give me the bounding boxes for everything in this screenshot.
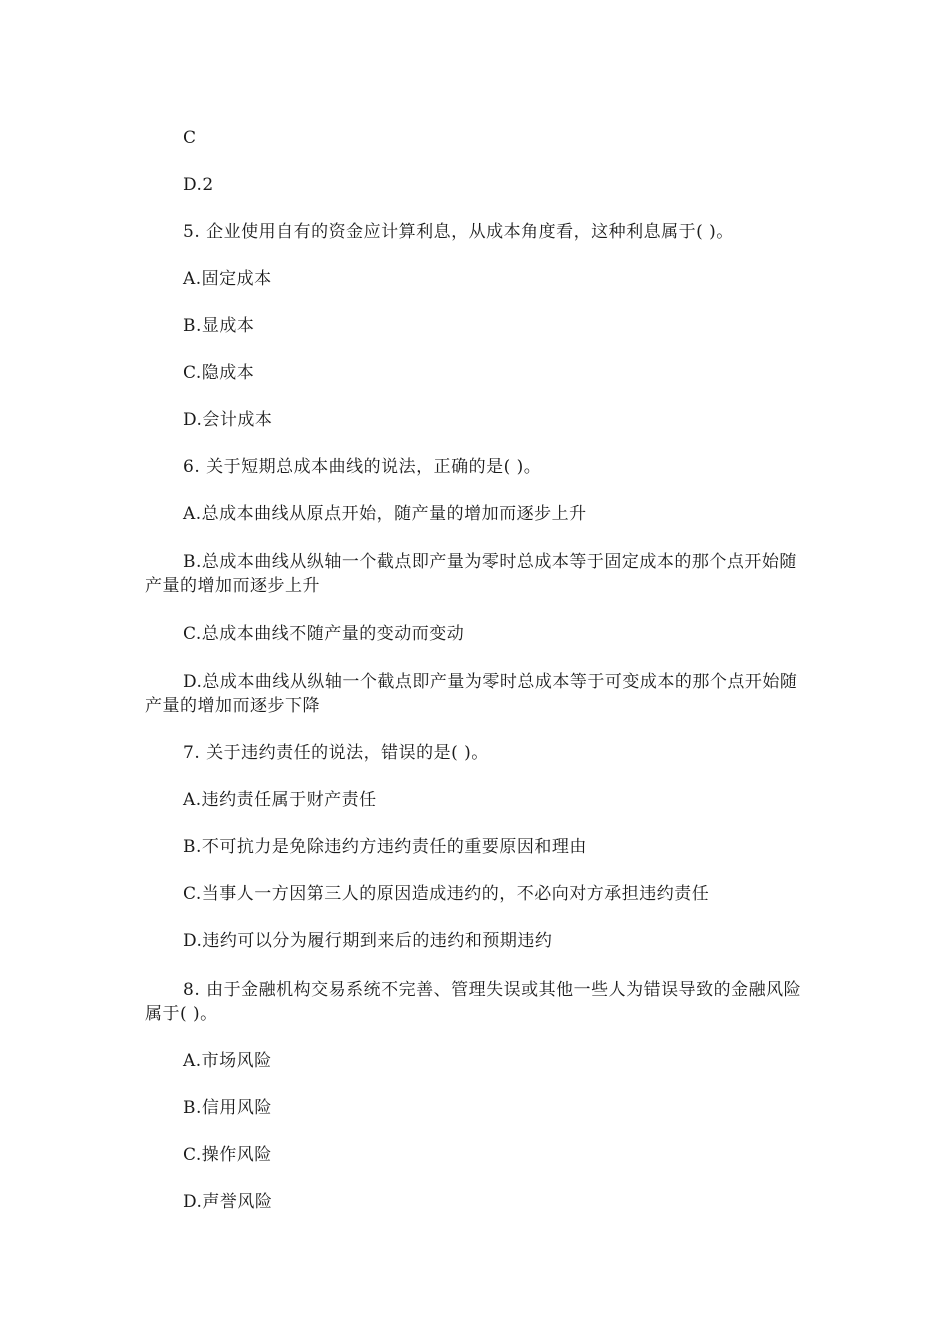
q7-option-b: B.不可抗力是免除违约方违约责任的重要原因和理由	[183, 837, 587, 857]
q8-option-a: A.市场风险	[183, 1051, 272, 1071]
q5-option-b: B.显成本	[183, 316, 255, 336]
q5-option-d: D.会计成本	[183, 410, 273, 430]
q4-option-c: C	[183, 128, 197, 148]
q8-stem: 8. 由于金融机构交易系统不完善、管理失误或其他一些人为错误导致的金融风险属于( )。	[145, 980, 802, 1024]
q8-option-b: B.信用风险	[183, 1098, 272, 1118]
q5-option-c: C.隐成本	[183, 363, 255, 383]
q7-option-c: C.当事人一方因第三人的原因造成违约的，不必向对方承担违约责任	[183, 884, 710, 904]
q4-option-d: D.2	[183, 175, 214, 195]
q5-stem: 5. 企业使用自有的资金应计算利息，从成本角度看，这种利息属于( )。	[183, 222, 734, 242]
q6-option-b: B.总成本曲线从纵轴一个截点即产量为零时总成本等于固定成本的那个点开始随产量的增加而逐步上升	[145, 552, 797, 596]
q5-option-a: A.固定成本	[183, 269, 272, 289]
q7-option-d: D.违约可以分为履行期到来后的违约和预期违约	[183, 931, 553, 951]
q6-option-c: C.总成本曲线不随产量的变动而变动	[183, 624, 465, 644]
q8-option-c: C.操作风险	[183, 1145, 272, 1165]
q8-option-d: D.声誉风险	[183, 1192, 273, 1212]
q7-stem: 7. 关于违约责任的说法，错误的是( )。	[183, 743, 489, 763]
q7-option-a: A.违约责任属于财产责任	[183, 790, 377, 810]
q6-option-a: A.总成本曲线从原点开始，随产量的增加而逐步上升	[183, 504, 587, 524]
q6-option-d: D.总成本曲线从纵轴一个截点即产量为零时总成本等于可变成本的那个点开始随产量的增加而逐步下降	[145, 672, 798, 716]
q6-stem: 6. 关于短期总成本曲线的说法，正确的是( )。	[183, 457, 542, 477]
